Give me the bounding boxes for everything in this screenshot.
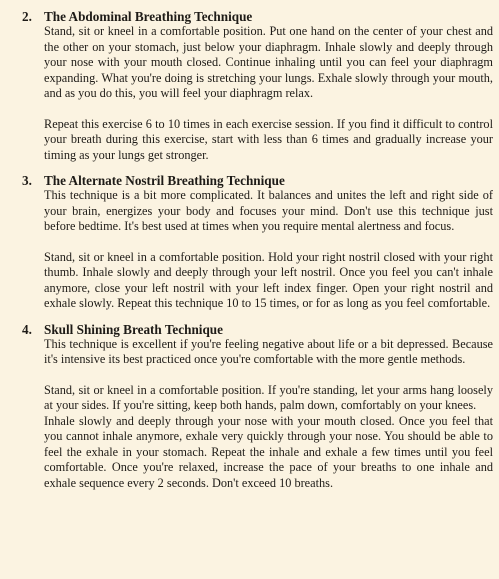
section-alternate-nostril-breathing: [22, 173, 493, 312]
section-heading: [22, 173, 493, 188]
section-body: [44, 337, 493, 492]
paragraph: Stand, sit or kneel in a comfortable position. Hold your right nostril closed with your right thumb. Inhale slowly and deeply through your left nostril. Once you feel you can't inhale anymore, close your left nostril with your left index finger. Open your right nostril and exhale slowly. Repeat this technique 10 to 15 times, or for as long as you feel comfortable.: [44, 249, 493, 310]
section-body: [44, 24, 493, 163]
section-abdominal-breathing: [22, 9, 493, 163]
section-skull-shining-breath: [22, 322, 493, 492]
section-title: The Abdominal Breathing Technique: [44, 9, 253, 24]
paragraph: This technique is a bit more complicated. It balances and unites the left and right side of your brain, energizes your body and focuses your mind. Don't use this technique just before bedtime. It's best used at times when you require mental alertness and focus.: [44, 188, 493, 233]
section-title: The Alternate Nostril Breathing Technique: [44, 173, 285, 188]
section-heading: [22, 9, 493, 24]
section-number: 3.: [22, 173, 32, 188]
paragraph: Stand, sit or kneel in a comfortable position. Put one hand on the center of your chest and the other on your stomach, just below your diaphragm. Inhale slowly and deeply through your nose with your mouth closed. Continue inhaling until you can feel your diaphragm expanding. What you're doing is stretching your lungs. Exhale slowly through your mouth, and as you do this, you will feel your diaphragm relax.: [44, 24, 493, 100]
section-body: [44, 188, 493, 312]
paragraph: Stand, sit or kneel in a comfortable position. If you're standing, let your arms hang loosely at your sides. If you're sitting, keep both hands, palm down, comfortably on your knees.: [44, 382, 493, 412]
section-number: 2.: [22, 9, 32, 24]
section-title: Skull Shining Breath Technique: [44, 321, 223, 337]
paragraph: Inhale slowly and deeply through your nose with your mouth closed. Once you feel that you cannot inhale anymore, exhale very quickly through your nose. You should be able to feel the exhale in your stomach. Repeat the inhale and exhale a few times until you feel comfortable. Once you're relaxed, increase the pace of your breaths to one inhale and exhale sequence every 2 seconds. Don't exceed 10 breaths.: [44, 413, 493, 490]
paragraph: This technique is excellent if you're feeling negative about life or a bit depressed. Because it's intensive its best practiced once you're comfortable with the more gentle methods.: [44, 336, 493, 366]
section-heading: [22, 322, 493, 337]
section-number: 4.: [22, 321, 32, 337]
paragraph: Repeat this exercise 6 to 10 times in each exercise session. If you find it difficult to control your breath during this exercise, start with less than 6 times and gradually increase your timing as your lungs get stronger.: [44, 116, 493, 162]
